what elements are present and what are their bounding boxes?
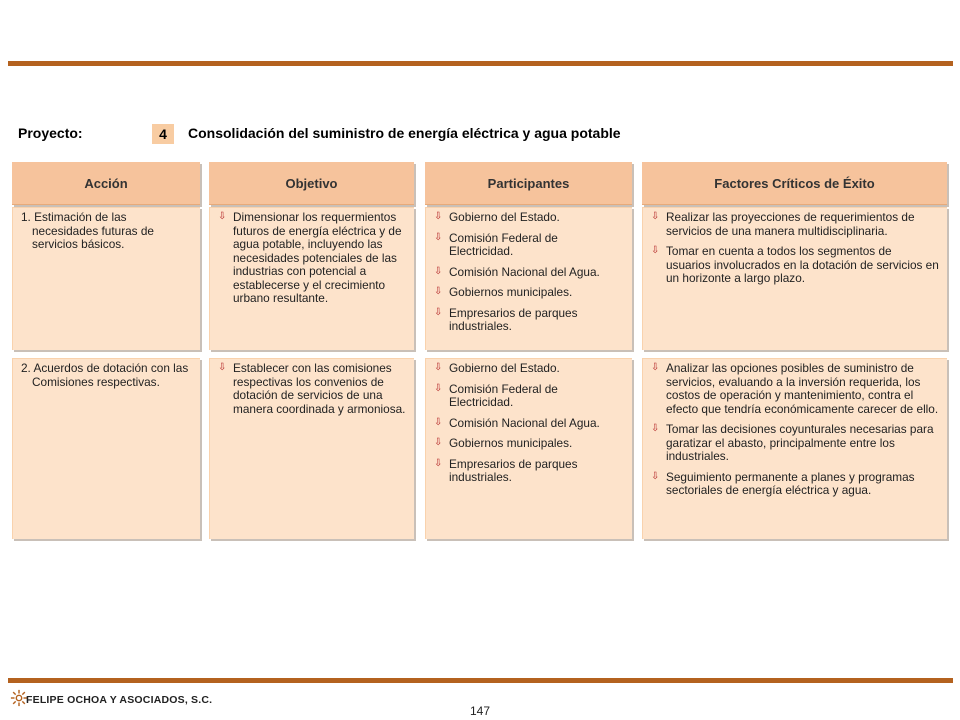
arrow-down-icon: ⇩ [434,286,443,297]
header-accion [12,162,200,205]
row2-participantes-cell [425,358,632,539]
participant-text: Empresarios de parques industriales. [449,456,578,484]
header-accion-label: Acción [84,175,128,191]
row2-accion-text: 2. Acuerdos de dotación con las Comisiones respectivas. [21,361,189,389]
arrow-down-icon: ⇩ [434,437,443,448]
participant-text: Gobiernos municipales. [449,436,573,450]
header-factores [642,162,947,205]
header-objetivo-label: Objetivo [285,175,338,191]
arrow-down-icon: ⇩ [651,211,660,222]
list-item [218,211,406,306]
arrow-down-icon: ⇩ [218,362,227,373]
row1-factores-cell [642,207,947,350]
participant-text: Comisión Federal de Electricidad. [449,230,558,258]
arrow-down-icon: ⇩ [218,211,227,222]
arrow-down-icon: ⇩ [651,362,660,373]
list-item [434,211,624,225]
row2-objetivo-cell [209,358,414,539]
factor-text: Realizar las proyecciones de requerimientos de servicios de una manera multidisciplinaria. [666,210,915,238]
header-factores-label: Factores Críticos de Éxito [714,175,875,191]
row2-objetivo-text: Establecer con las comisiones respectivas los convenios de dotación de servicios de una manera coordinada y armoniosa. [233,361,406,416]
bottom-rule [8,678,953,683]
company-name: FELIPE OCHOA Y ASOCIADOS, S.C. [26,694,213,706]
list-item [651,245,939,286]
participant-text: Comisión Nacional del Agua. [449,264,600,279]
arrow-down-icon: ⇩ [434,265,443,277]
project-label: Proyecto: [18,125,83,141]
arrow-down-icon: ⇩ [434,362,443,373]
list-item [434,458,624,485]
list-item [434,417,624,431]
row1-accion-text: 1. Estimación de las necesidades futuras de servicios básicos. [21,210,154,251]
list-item [434,286,624,300]
participant-text: Comisión Nacional del Agua. [449,415,600,430]
list-item [434,437,624,451]
row1-objetivo-cell [209,207,414,350]
list-item [434,362,624,376]
row1-accion-cell [12,207,200,350]
arrow-down-icon: ⇩ [434,382,443,394]
factor-text: Tomar en cuenta a todos los segmentos de usuarios involucrados en la dotación de servicios en un horizonte a largo plazo. [666,244,939,285]
arrow-down-icon: ⇩ [651,470,660,482]
header-objetivo [209,162,414,205]
list-item [434,307,624,334]
list-item [651,362,939,416]
factor-text: Tomar las decisiones coyunturales necesarias para garatizar el abasto, principalmente entre los industriales. [666,422,934,463]
arrow-down-icon: ⇩ [434,457,443,469]
list-item [651,471,939,498]
project-number-badge: 4 [152,124,174,144]
top-rule [8,61,953,66]
arrow-down-icon: ⇩ [434,306,443,318]
arrow-down-icon: ⇩ [434,211,443,222]
factor-text: Analizar las opciones posibles de suministro de servicios, evaluando a la inversión requerida, los costos de operación y mantenimiento, contra el efecto que tendría económicamente carecer de ello. [666,361,939,416]
participant-text: Gobiernos municipales. [449,285,573,299]
page-number: 147 [470,704,491,718]
header-participantes [425,162,632,205]
list-item [651,211,939,238]
list-item [434,383,624,410]
arrow-down-icon: ⇩ [434,231,443,243]
participant-text: Gobierno del Estado. [449,361,560,375]
participant-text: Comisión Federal de Electricidad. [449,381,558,409]
participant-text: Gobierno del Estado. [449,210,560,224]
participant-text: Empresarios de parques industriales. [449,305,578,333]
arrow-down-icon: ⇩ [434,416,443,428]
row2-accion-cell [12,358,200,539]
arrow-down-icon: ⇩ [651,423,660,434]
project-title: Consolidación del suministro de energía eléctrica y agua potable [188,125,621,141]
factor-text: Seguimiento permanente a planes y programas sectoriales de energía eléctrica y agua. [666,469,915,497]
arrow-down-icon: ⇩ [651,245,660,256]
row1-participantes-cell [425,207,632,350]
row1-objetivo-text: Dimensionar los requermientos futuros de energía eléctrica y de agua potable, incluyendo las necesidades potenciales de las industrias con potencial a establecerse y el crecimiento urbano resultante. [233,210,402,305]
list-item [218,362,406,416]
row2-factores-cell [642,358,947,539]
header-participantes-label: Participantes [487,175,570,191]
list-item [651,423,939,464]
list-item [434,266,624,280]
list-item [434,232,624,259]
